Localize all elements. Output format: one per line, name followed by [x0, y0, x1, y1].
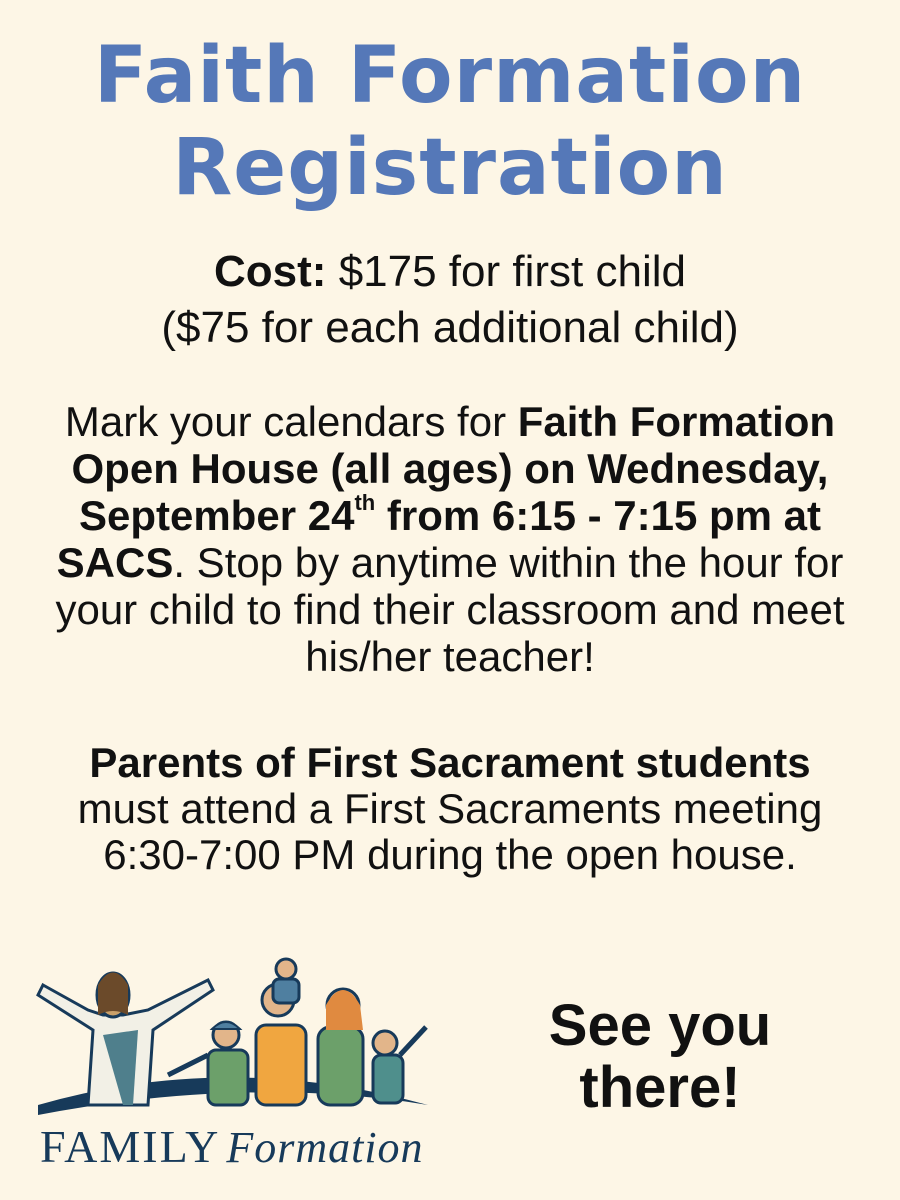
open-house-time-place: from 6:15 - 7:15 pm at SACS	[56, 492, 822, 586]
page-title	[0, 30, 900, 214]
date-suffix: th	[354, 490, 376, 515]
title-line-2: Registration	[172, 123, 728, 213]
open-house-paragraph	[40, 398, 860, 680]
title-line-1: Faith Formation	[93, 31, 807, 121]
cost-additional-child: ($75 for each additional child)	[161, 303, 739, 352]
open-house-details: . Stop by anytime within the hour for your child to find their classroom and meet his/her teacher!	[55, 539, 845, 680]
cost-section	[0, 244, 900, 356]
parents-details: must attend a First Sacraments meeting 6:30-7:00 PM during the open house.	[77, 785, 823, 878]
parents-bold: Parents of First Sacrament students	[89, 739, 811, 786]
cost-label: Cost:	[214, 247, 327, 296]
cost-first-child: $175 for first child	[326, 247, 686, 296]
logo-wordmark	[40, 1120, 424, 1173]
logo-word-family: FAMILY	[40, 1121, 221, 1172]
parents-paragraph	[40, 740, 860, 878]
closing-message: See you there!	[548, 993, 772, 1120]
open-house-intro: Mark your calendars for	[64, 398, 518, 445]
open-house-event: Faith Formation Open House (all ages) on Wednesday, September 24	[71, 398, 836, 539]
logo-word-formation: Formation	[226, 1123, 424, 1172]
